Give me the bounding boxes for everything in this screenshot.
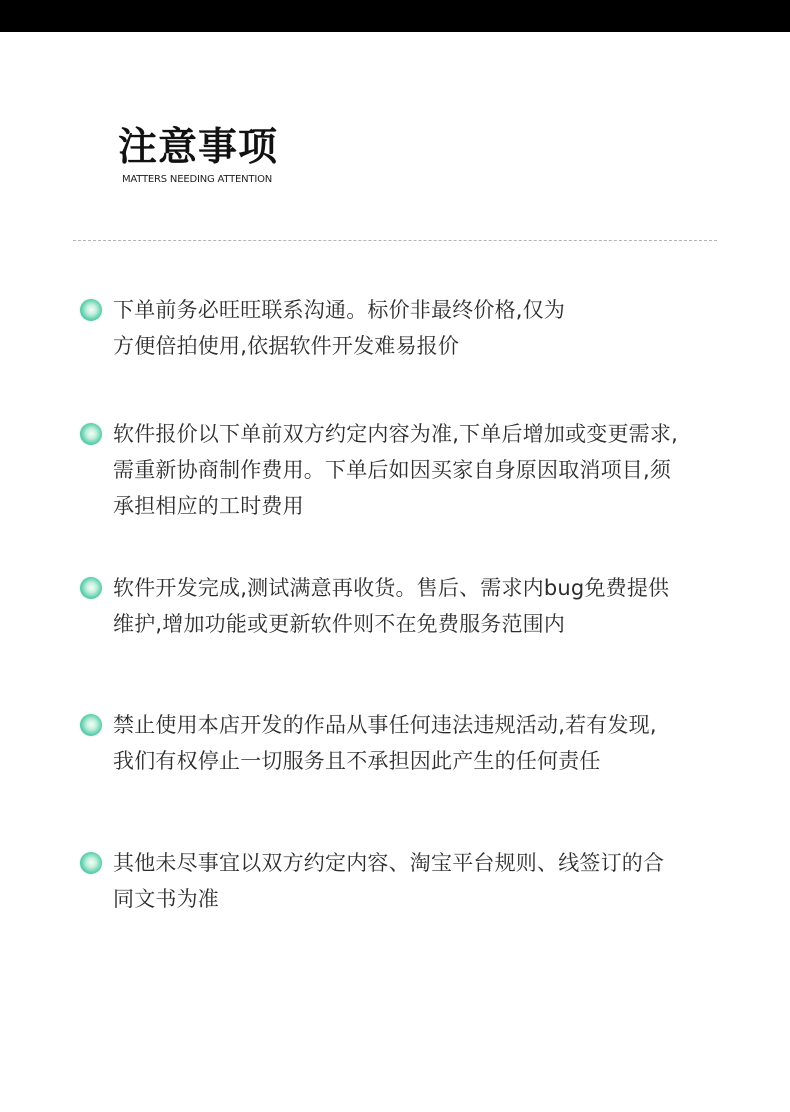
notice-text: 软件开发完成,测试满意再收货。售后、需求内bug免费提供 维护,增加功能或更新软件则不在免费服务范围内 xyxy=(113,576,670,636)
bullet-dot-icon xyxy=(80,423,102,445)
bullet-dot-icon xyxy=(80,577,102,599)
page-subtitle: MATTERS NEEDING ATTENTION xyxy=(122,174,273,185)
dashed-divider xyxy=(73,240,717,241)
notice-text: 其他未尽事宜以双方约定内容、淘宝平台规则、线签订的合 同文书为准 xyxy=(113,851,665,911)
bullet-dot-icon xyxy=(80,714,102,736)
page-title: 注意事项 xyxy=(118,125,279,170)
bullet-dot-icon xyxy=(80,299,102,321)
bullet-dot-icon xyxy=(80,852,102,874)
notice-text: 禁止使用本店开发的作品从事任何违法违规活动,若有发现, 我们有权停止一切服务且不承担因此产生的任何责任 xyxy=(113,713,657,773)
top-bar xyxy=(0,0,790,32)
notice-text: 下单前务必旺旺联系沟通。标价非最终价格,仅为 方便倍拍使用,依据软件开发难易报价 xyxy=(113,298,566,358)
notice-text: 软件报价以下单前双方约定内容为准,下单后增加或变更需求, 需重新协商制作费用。下单后如因买家自身原因取消项目,须 承担相应的工时费用 xyxy=(113,422,678,518)
